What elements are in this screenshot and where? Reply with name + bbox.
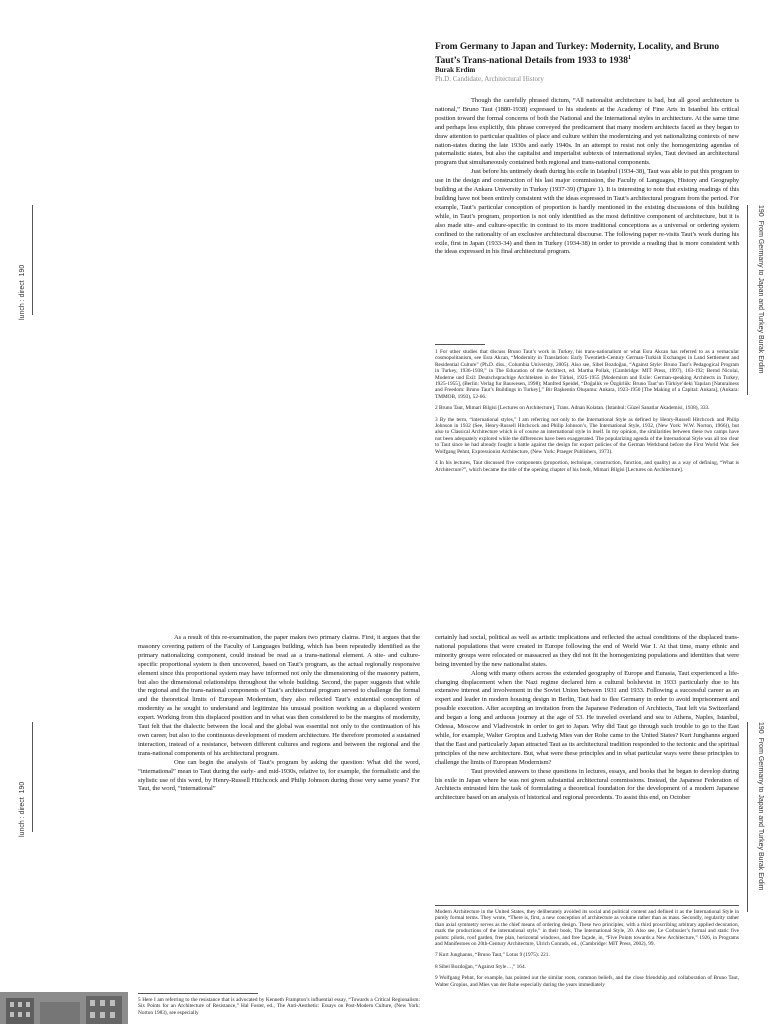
footnotes-top [435,349,739,478]
footnote: 9 Wolfgang Pehnt, for example, has pointed out the similar roots, common beliefs, and the close friendship and collaboration of Bruno Taut, Walter Gropius, and Mies van der Rohe especially during the years immediately [435,975,739,988]
left-margin-label: lunch : direct 190 [19,264,26,320]
right-margin-rule [747,722,748,912]
footnote-rule [435,344,485,345]
left-margin-label: lunch : direct 190 [19,781,26,837]
paragraph: Along with many others across the extended geography of Europe and Eurasia, Taut experienced a life-changing displacement when the Nazi regime declared him a cultural bolshevist in 1933 particularly due to his extensive interest and involvement in the Soviet Union between 1931 and 1933. Following a successful career as an expert and leader in modern housing design in Berlin, Taut had to flee Germany in order to avoid imprisonment and possible execution. After accepting an invitation from the Japanese Federation of Architects, Taut left via Switzerland and began a long and arduous journey at the age of 53. He traveled overland and sea to Athens, Naples, Istanbul, Odessa, Moscow and Vladivostok in order to get to Japan. Why did Taut go through such trouble to go to the East while, for example, Walter Gropius and Ludwig Mies van der Rohe came to the United States? Kurt Junghanns argued that the East and particularly Japan attracted Taut as its architectural tradition responded to the tectonic and the spiritual principles of the new architecture. But, what were these principles and in what particular ways were these principles to challenge the limits of European Modernism? [435,669,739,766]
footnote: 4 In his lectures, Taut discussed five components (proportion, technique, construction, function, and quality) as a way of defining, “What is Architecture?”, which became the title of the opening chapter of his book, Mimari Bilgisi [Lectures on Architecture]. [435,460,739,473]
body-column-left [138,634,420,794]
right-margin-label: 190 From Germany to Japan and Turkey Burak Erdim [757,722,764,891]
paragraph: Though the carefully phrased dictum, “All nationalist architecture is bad, but all good architecture is national,” Bruno Taut (1880-1938) expressed to his students at the Academy of Fine Arts in Istanbul his critical position toward the formal concerns of both the National and the International styles in architecture. At the same time and perhaps less explicitly, this phrase conveyed the predicament that many modern architects faced as they began to draw attention to particular qualities of place and culture within the modernizing and yet nationalizing contexts of new nation-states during the late 1930s and early 1940s. In an attempt to resist not only the homogenizing agendas of paternalistic states, but also the capitalist and imperialist subtexts of international styles, Taut devised an architectural program that simultaneously contained both regional and trans-national components. [435,97,739,167]
paragraph: certainly had social, political as well as artistic implications and reflected the actual conditions of the displaced trans-national populations that were created in Europe following the end of World War I. At that time, many ethnic and minority groups were relocated or massacred as they did not fit the homogenizing populations and identities that were being invented by the new nationalist states. [435,634,739,668]
paragraph: As a result of this re-examination, the paper makes two primary claims. First, it argues that the masonry covering pattern of the Faculty of Languages building, which has been repeatedly identified as the primary nationalizing component, could instead be read as a trans-national element. A site- and culture-specific proportional system is then uncovered, based on Taut’s program, as the actual regionally responsive element since this proportional system may have informed not only the dimensioning of the masonry pattern, but also the dimensional relationships throughout the whole building. Second, the paper suggests that while the regional and the trans-national components of Taut’s architectural program served to challenge the formal and the theoretical limits of European Modernism, they also reflected Taut’s existential conception of modernity as he sought to understand and legitimize his unusual position working as a displaced western expert. Working from this displaced position and in what was then considered to be the margins of modernity, Taut felt that the dialectic between the local and the global was essential not only to the continuation of his own career, but also to the continuous development of modern architecture. He therefore promoted a sustained interaction, instead of a resistance, between different cultures and regions and between the regional and the trans-national components of his architectural program. [138,634,420,757]
paragraph: Just before his untimely death during his exile in Istanbul (1934-38), Taut was able to put this program to use in the design and construction of his last major commission, the Faculty of Languages, History and Geography building at the Ankara University in Turkey (1937-39) (Figure 1). It is interesting to note that existing readings of this building have not been entirely consistent with the ideas expressed in Taut’s architectural program from the period. For example, Taut’s particular conception of proportion is hardly mentioned in the existing discussions of this building while, in Taut’s program, proportion is not only identified as the most definitive component of architecture, but it is also made site- and culture-specific in contrast to its more traditional conceptions as a universal or ordering system confined to the rationality of an exclusive architectural discourse. The following paper re-visits Taut’s work during his exile, first in Japan (1933-34) and then in Turkey (1934-38) in order to provide a reading that is more consistent with the ideas expressed in his final architectural program. [435,168,739,256]
page-bottom [0,512,768,1024]
figure-photo [0,992,128,1024]
article-title: From Germany to Japan and Turkey: Modernity, Locality, and Bruno Taut’s Trans-national Details from 1933 to 1938$^1$ [435,42,720,67]
footnotes-bottom-right [435,909,739,993]
footnote: 1 For other studies that discuss Bruno Taut’s work in Turkey, his trans-nationalism or what Esra Akcan has referred to as a vernacular cosmopolitanism, see Esra Akcan, “Modernity in Translation: Early Twentieth-Century German-Turkish Exchanges in Land Settlement and Residential Culture” (Ph.D. diss., Columbia University, 2005). Also see, Sibel Bozdoğan, “Against Style: Bruno Taut’s Pedagogical Program in Turkey, 1936-1938,” in The Education of the Architect, ed. Martha Pollak, (Cambridge: MIT Press, 1997), 163-192; Bernd Nicolai, Moderne und Exil: Deutschsprachige Architekten in der Türkei, 1925-1955 [Modernism and Exile: German-speaking Architects in Turkey, 1925-1955], (Berlin: Verlag fur Bauwesen, 1998); Manfred Speidel, “Doğallık ve Özgürlük: Bruno Taut’un Türkiye’deki Yapıları [Naturalness and Freedom: Bruno Taut’s Buildings in Turkey],” Bir Başkentin Oluşumu: Ankara, 1923-1950 [The Making of a Capital: Ankara], (Ankara: TMMOB, 1993), 52-66. [435,349,739,400]
right-margin-label: 190 From Germany to Japan and Turkey Burak Erdim [757,205,764,374]
footnote: 3 By the term, “international styles,” I am referring not only to the International Style as defined by Henry-Russell Hitchcock and Philip Johnson in 1932 (See, Henry-Russell Hitchcock and Philip Johnson’s, The International Style, 1932, (New York: W.W. Norton, 1966)), but also to Classical Architecture which is of course an international style in itself. In my opinion, the similarities between these two camps have not been adequately explored while the differences have been exaggerated. The popularizing agenda of the International Style was all too clear to Taut since he had already fought a battle against the design for export policies of the German Werkbund before the First World War. See Wolfgang Pehnt, Expressionist Architecture, (New York: Praeger Publishers, 1973). [435,416,739,455]
body-column-right [435,634,739,803]
footnote: Modern Architecture in the United States, they deliberately avoided its social and political content and defined it as the International Style in purely formal terms. They wrote, “There is, first, a new conception of architecture as volume rather than as mass. Secondly, regularity rather than axial symmetry serves as the chief means of ordering design. These two principles, with a third proscribing arbitrary applied decoration, mark the productions of the international style,” in their book, The International Style, 20. Also see, Le Corbusier’s formal and static five points: pilotis, roof garden, free plan, horizontal windows, and free façade, in, “Five Points towards a New Architecture,” 1926, in Programs and Manifestoes on 20th-Century Architecture, Ulrich Conrads, ed., (Cambridge: MIT Press, 2002), 99. [435,909,739,948]
author-affiliation: Ph.D. Candidate, Architectural History [435,75,544,83]
paragraph: One can begin the analysis of Taut’s program by asking the question: What did the word, “international” mean to Taut during the early- and mid-1930s, relative to, for example, the formalistic and the stylistic use of this word, by Henry-Russell Hitchcock and Philip Johnson during those very same years? For Taut, the word, “international” [138,758,420,793]
building-photo-icon [0,992,128,1024]
footnote: 2 Bruno Taut, Mimari Bilgisi [Lectures on Architecture], Trans. Adnan Kolatan. (Istanbul: Güzel Sanatlar Akademisi, 1938), 333. [435,405,710,412]
footnote-rule [138,993,258,994]
body-column-top [435,97,739,257]
footnote: 8 Sibel Bozdoğan, “Against Style…,” 164. [435,963,526,970]
right-margin-rule [747,205,748,395]
left-margin-rule [32,722,33,832]
paragraph: Taut provided answers to these questions in lectures, essays, and books that he began to develop during his exile in Japan where he was not given substantial architectural commissions. Instead, the Japanese Federation of Architects entrusted him the task of formulating a theoretical foundation for the development of a modern Japanese architecture based on an analysis of historical and regional precedents. To assist this end, on October [435,767,739,802]
footnote-bottom-left: 5 Here I am referring to the resistance that is advocated by Kenneth Frampton’s influential essay, “Towards a Critical Regionalism: Six Points for an Architecture of Resistance,” Hal Foster, ed., The Anti-Aesthetic: Essays on Post-Modern Culture, (New York: Norton 1983), see especially [138,997,420,1016]
author-name: Burak Erdim [435,66,476,74]
footnote-rule [435,905,739,906]
footnote: 7 Kurt Junghanns, “Bruno Taut,” Lotus 9 (1975): 221. [435,952,550,959]
left-margin-rule [32,205,33,315]
